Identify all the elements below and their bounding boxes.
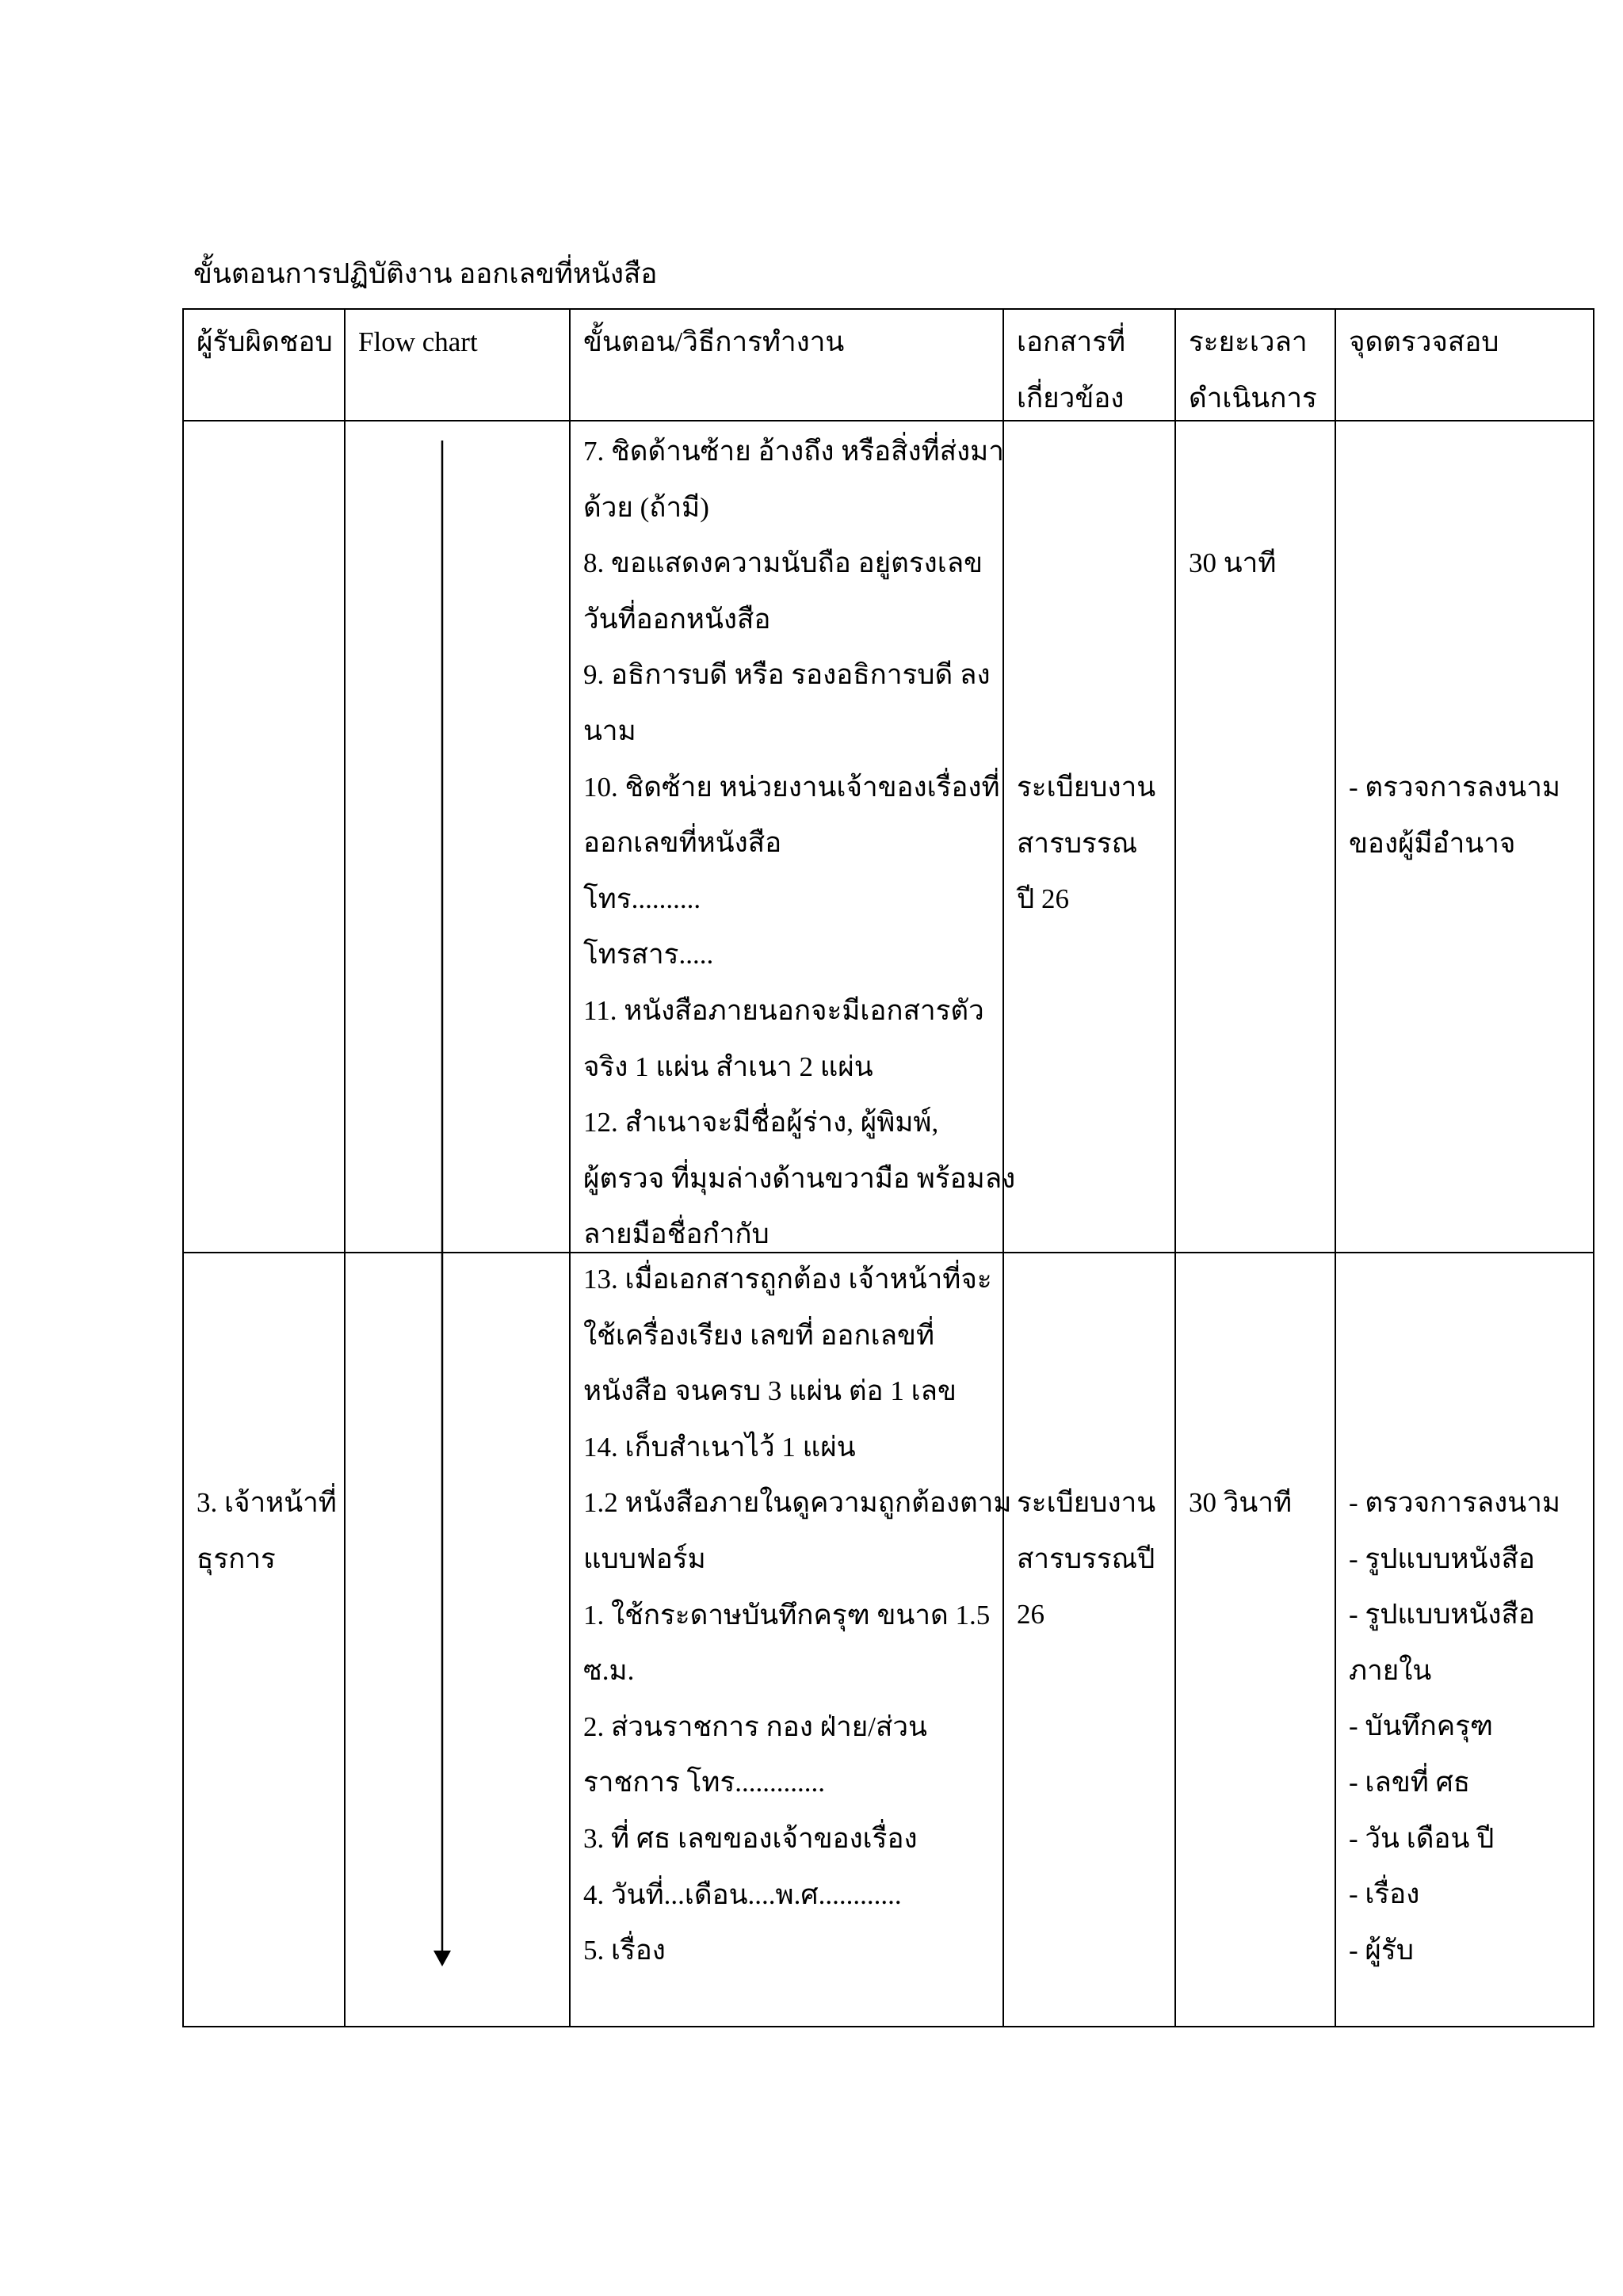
row1-steps xyxy=(583,424,1015,1263)
step-line: ด้วย (ถ้ามี) xyxy=(583,491,709,523)
checkpoint-line: - ตรวจการลงนาม xyxy=(1349,772,1560,803)
step-line: 9. อธิการบดี หรือ รองอธิการบดี ลง xyxy=(583,659,991,691)
row1-duration xyxy=(1189,536,1276,592)
row1-documents xyxy=(1017,760,1155,928)
step-line: แบบฟอร์ม xyxy=(583,1543,706,1574)
step-line: 12. สำเนาจะมีชื่อผู้ร่าง, ผู้พิมพ์, xyxy=(583,1107,939,1138)
responsible-line: 3. เจ้าหน้าที่ xyxy=(197,1487,337,1518)
document-line: สารบรรณปี xyxy=(1017,1543,1155,1574)
step-line: 7. ชิดด้านซ้าย อ้างถึง หรือสิ่งที่ส่งมา xyxy=(583,436,1004,467)
header-documents-line: เกี่ยวข้อง xyxy=(1017,382,1125,414)
page-title: ขั้นตอนการปฏิบัติงาน ออกเลขที่หนังสือ xyxy=(193,258,658,289)
checkpoint-line: - ตรวจการลงนาม xyxy=(1349,1487,1560,1518)
step-line: 8. ขอแสดงความนับถือ อยู่ตรงเลข xyxy=(583,547,983,579)
duration-line: 30 วินาที xyxy=(1189,1487,1293,1518)
row2-checkpoint xyxy=(1349,1475,1560,1978)
step-line: 5. เรื่อง xyxy=(583,1935,666,1966)
row2-steps xyxy=(583,1252,1011,1979)
checkpoint-line: - เรื่อง xyxy=(1349,1878,1420,1910)
document-line: ระเบียบงาน xyxy=(1017,772,1156,803)
checkpoint-line: - บันทึกครุฑ xyxy=(1349,1711,1494,1742)
step-line: ออกเลขที่หนังสือ xyxy=(583,827,782,859)
step-line: โทร.......... xyxy=(583,883,701,914)
header-checkpoint: จุดตรวจสอบ xyxy=(1349,326,1499,357)
header-documents xyxy=(1017,315,1125,426)
step-line: โทรสาร..... xyxy=(583,939,714,971)
document-line: สารบรรณ xyxy=(1017,827,1138,859)
header-duration xyxy=(1189,315,1317,426)
header-duration-line: ดำเนินการ xyxy=(1189,382,1317,414)
header-responsible: ผู้รับผิดชอบ xyxy=(197,326,333,357)
checkpoint-line: ภายใน xyxy=(1349,1654,1432,1686)
step-line: 13. เมื่อเอกสารถูกต้อง เจ้าหน้าที่จะ xyxy=(583,1264,992,1295)
step-line: 1. ใช้กระดาษบันทึกครุฑ ขนาด 1.5 xyxy=(583,1599,991,1630)
row2-duration xyxy=(1189,1475,1292,1531)
header-documents-line: เอกสารที่ xyxy=(1017,326,1126,357)
checkpoint-line: - วัน เดือน ปี xyxy=(1349,1822,1495,1854)
step-line: 11. หนังสือภายนอกจะมีเอกสารตัว xyxy=(583,994,984,1026)
step-line: วันที่ออกหนังสือ xyxy=(583,603,771,635)
step-line: ลายมือชื่อกำกับ xyxy=(583,1219,769,1250)
step-line: ซ.ม. xyxy=(583,1655,635,1687)
step-line: 10. ชิดซ้าย หน่วยงานเจ้าของเรื่องที่ xyxy=(583,771,1000,803)
row2-responsible xyxy=(197,1475,337,1587)
header-duration-line: ระยะเวลา xyxy=(1189,326,1308,357)
step-line: จริง 1 แผ่น สำเนา 2 แผ่น xyxy=(583,1051,873,1082)
step-line: 1.2 หนังสือภายในดูความถูกต้องตาม xyxy=(583,1487,1012,1519)
step-line: 14. เก็บสำเนาไว้ 1 แผ่น xyxy=(583,1431,856,1463)
step-line: 4. วันที่...เดือน....พ.ศ............ xyxy=(583,1878,902,1910)
flowchart-arrow-head xyxy=(433,1951,451,1966)
step-line: 3. ที่ ศธ เลขของเจ้าของเรื่อง xyxy=(583,1822,918,1854)
step-line: หนังสือ จนครบ 3 แผ่น ต่อ 1 เลข xyxy=(583,1375,957,1407)
checkpoint-line: ของผู้มีอำนาจ xyxy=(1349,827,1516,859)
checkpoint-line: - รูปแบบหนังสือ xyxy=(1349,1599,1535,1630)
responsible-line: ธุรการ xyxy=(197,1543,276,1574)
checkpoint-line: - เลขที่ ศธ xyxy=(1349,1766,1471,1798)
header-steps: ขั้นตอน/วิธีการทำงาน xyxy=(583,326,845,357)
document-line: 26 xyxy=(1017,1599,1044,1630)
checkpoint-line: - รูปแบบหนังสือ xyxy=(1349,1543,1535,1574)
step-line: ใช้เครื่องเรียง เลขที่ ออกเลขที่ xyxy=(583,1319,935,1351)
step-line: นาม xyxy=(583,715,636,746)
header-flowchart: Flow chart xyxy=(358,326,478,357)
step-line: ราชการ โทร............. xyxy=(583,1767,826,1798)
step-line: 2. ส่วนราชการ กอง ฝ่าย/ส่วน xyxy=(583,1711,927,1742)
row1-checkpoint xyxy=(1349,760,1560,871)
row2-documents xyxy=(1017,1475,1155,1643)
checkpoint-line: - ผู้รับ xyxy=(1349,1934,1414,1966)
document-line: ปี 26 xyxy=(1017,883,1069,915)
duration-line: 30 นาที xyxy=(1189,547,1277,578)
document-line: ระเบียบงาน xyxy=(1017,1487,1156,1518)
step-line: ผู้ตรวจ ที่มุมล่างด้านขวามือ พร้อมลง xyxy=(583,1162,1016,1194)
